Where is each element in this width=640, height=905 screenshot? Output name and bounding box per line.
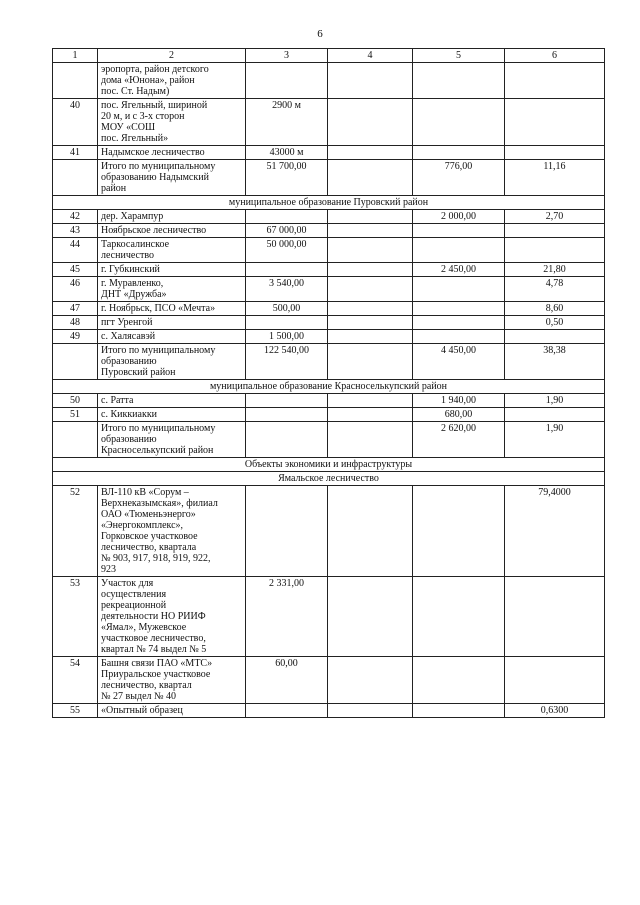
col5-value: [413, 704, 505, 718]
col3-value: 51 700,00: [246, 160, 328, 196]
row-number: 46: [53, 277, 98, 302]
col5-value: 4 450,00: [413, 344, 505, 380]
col5-value: [413, 316, 505, 330]
table-row: [53, 394, 605, 408]
row-number: 40: [53, 99, 98, 146]
col5-value: 2 450,00: [413, 263, 505, 277]
col3-value: 2900 м: [246, 99, 328, 146]
col4-value: [328, 146, 413, 160]
row-name: Итого по муниципальному образованию Надымский район: [98, 160, 246, 196]
col4-value: [328, 224, 413, 238]
table-row: [53, 238, 605, 263]
row-name: с. Киккиакки: [98, 408, 246, 422]
col4-value: [328, 422, 413, 458]
col5-value: 2 000,00: [413, 210, 505, 224]
section-title: муниципальное образование Пуровский район: [53, 196, 605, 210]
row-number: 51: [53, 408, 98, 422]
row-name: г. Ноябрьск, ПСО «Мечта»: [98, 302, 246, 316]
col4-value: [328, 394, 413, 408]
column-header: 6: [505, 49, 605, 63]
col4-value: [328, 704, 413, 718]
table-row: [53, 160, 605, 196]
table-row: [53, 224, 605, 238]
col4-value: [328, 210, 413, 224]
col6-value: 21,80: [505, 263, 605, 277]
col5-value: [413, 330, 505, 344]
row-name: Надымское лесничество: [98, 146, 246, 160]
table-row: [53, 316, 605, 330]
col5-value: 776,00: [413, 160, 505, 196]
col3-value: [246, 63, 328, 99]
table-row: [53, 657, 605, 704]
row-number: 45: [53, 263, 98, 277]
col3-value: 67 000,00: [246, 224, 328, 238]
table-row: [53, 99, 605, 146]
col3-value: 1 500,00: [246, 330, 328, 344]
column-header: 3: [246, 49, 328, 63]
table-row: [53, 263, 605, 277]
col6-value: 1,90: [505, 394, 605, 408]
row-number: 42: [53, 210, 98, 224]
row-name: с. Ратта: [98, 394, 246, 408]
row-number: 43: [53, 224, 98, 238]
col6-value: [505, 238, 605, 263]
col4-value: [328, 160, 413, 196]
table-row: [53, 408, 605, 422]
row-name: Итого по муниципальному образованию Красноселькупский район: [98, 422, 246, 458]
col6-value: 8,60: [505, 302, 605, 316]
section-title: Ямальское лесничество: [53, 472, 605, 486]
row-name: дер. Харампур: [98, 210, 246, 224]
table-header-row: [53, 49, 605, 63]
col5-value: [413, 486, 505, 577]
col5-value: [413, 302, 505, 316]
section-row: [53, 196, 605, 210]
row-name: Таркосалинское лесничество: [98, 238, 246, 263]
row-number: 53: [53, 577, 98, 657]
col5-value: [413, 238, 505, 263]
row-name: Итого по муниципальному образованию Пуровский район: [98, 344, 246, 380]
col3-value: [246, 210, 328, 224]
col3-value: 50 000,00: [246, 238, 328, 263]
col6-value: [505, 657, 605, 704]
col3-value: [246, 263, 328, 277]
col6-value: 2,70: [505, 210, 605, 224]
col6-value: 0,6300: [505, 704, 605, 718]
row-number: 41: [53, 146, 98, 160]
data-table: [52, 48, 605, 718]
col5-value: 680,00: [413, 408, 505, 422]
col6-value: [505, 330, 605, 344]
table-row: [53, 422, 605, 458]
col3-value: 43000 м: [246, 146, 328, 160]
col4-value: [328, 316, 413, 330]
row-number: 44: [53, 238, 98, 263]
col5-value: [413, 277, 505, 302]
col5-value: [413, 577, 505, 657]
col3-value: [246, 704, 328, 718]
col5-value: [413, 99, 505, 146]
col3-value: [246, 316, 328, 330]
col5-value: 2 620,00: [413, 422, 505, 458]
row-number: 55: [53, 704, 98, 718]
col6-value: 79,4000: [505, 486, 605, 577]
column-header: 2: [98, 49, 246, 63]
col6-value: [505, 577, 605, 657]
column-header: 4: [328, 49, 413, 63]
col4-value: [328, 408, 413, 422]
col4-value: [328, 263, 413, 277]
col6-value: [505, 224, 605, 238]
col6-value: 0,50: [505, 316, 605, 330]
col3-value: 2 331,00: [246, 577, 328, 657]
table-row: [53, 302, 605, 316]
col5-value: [413, 63, 505, 99]
row-number: [53, 344, 98, 380]
row-name: Башня связи ПАО «МТС» Приуральское участковое лесничество, квартал № 27 выдел № 40: [98, 657, 246, 704]
row-name: с. Халясавэй: [98, 330, 246, 344]
col3-value: [246, 394, 328, 408]
col3-value: 3 540,00: [246, 277, 328, 302]
row-name: пос. Ягельный, шириной 20 м, и с 3-х сторон МОУ «СОШ пос. Ягельный»: [98, 99, 246, 146]
row-number: 47: [53, 302, 98, 316]
col6-value: [505, 99, 605, 146]
col5-value: [413, 224, 505, 238]
row-name: г. Губкинский: [98, 263, 246, 277]
row-number: 52: [53, 486, 98, 577]
table-row: [53, 486, 605, 577]
col3-value: [246, 408, 328, 422]
col6-value: 38,38: [505, 344, 605, 380]
col6-value: 11,16: [505, 160, 605, 196]
col6-value: [505, 408, 605, 422]
section-row: [53, 380, 605, 394]
col4-value: [328, 486, 413, 577]
col4-value: [328, 99, 413, 146]
row-name: эропорта, район детского дома «Юнона», район пос. Ст. Надым): [98, 63, 246, 99]
col6-value: 4,78: [505, 277, 605, 302]
table-row: [53, 344, 605, 380]
col3-value: 60,00: [246, 657, 328, 704]
col4-value: [328, 657, 413, 704]
col5-value: [413, 146, 505, 160]
col6-value: [505, 146, 605, 160]
col3-value: [246, 486, 328, 577]
table-row: [53, 277, 605, 302]
page-number: 6: [317, 28, 323, 40]
table-row: [53, 63, 605, 99]
col3-value: 122 540,00: [246, 344, 328, 380]
row-number: 48: [53, 316, 98, 330]
section-row: [53, 458, 605, 472]
row-name: ВЛ-110 кВ «Сорум – Верхнеказымская», филиал ОАО «Тюменьэнерго» «Энергокомплекс», Горковское участковое лесничество, квартала № 903, 917, 918, 919, 922, 923: [98, 486, 246, 577]
row-name: Ноябрьское лесничество: [98, 224, 246, 238]
col5-value: [413, 657, 505, 704]
col6-value: 1,90: [505, 422, 605, 458]
row-number: 54: [53, 657, 98, 704]
row-name: «Опытный образец: [98, 704, 246, 718]
col4-value: [328, 277, 413, 302]
row-number: [53, 422, 98, 458]
col4-value: [328, 330, 413, 344]
col3-value: 500,00: [246, 302, 328, 316]
section-title: Объекты экономики и инфраструктуры: [53, 458, 605, 472]
col3-value: [246, 422, 328, 458]
col4-value: [328, 302, 413, 316]
row-name: г. Муравленко, ДНТ «Дружба»: [98, 277, 246, 302]
table-row: [53, 146, 605, 160]
col4-value: [328, 238, 413, 263]
col4-value: [328, 63, 413, 99]
row-number: 50: [53, 394, 98, 408]
col4-value: [328, 577, 413, 657]
col4-value: [328, 344, 413, 380]
column-header: 1: [53, 49, 98, 63]
section-title: муниципальное образование Красноселькупский район: [53, 380, 605, 394]
row-name: Участок для осуществления рекреационной деятельности НО РИИФ «Ямал», Мужевское участковое лесничество, квартал № 74 выдел № 5: [98, 577, 246, 657]
table-row: [53, 210, 605, 224]
table-row: [53, 704, 605, 718]
row-number: [53, 63, 98, 99]
table-row: [53, 577, 605, 657]
table-row: [53, 330, 605, 344]
col6-value: [505, 63, 605, 99]
row-number: [53, 160, 98, 196]
col5-value: 1 940,00: [413, 394, 505, 408]
row-number: 49: [53, 330, 98, 344]
column-header: 5: [413, 49, 505, 63]
section-row: [53, 472, 605, 486]
row-name: пгт Уренгой: [98, 316, 246, 330]
